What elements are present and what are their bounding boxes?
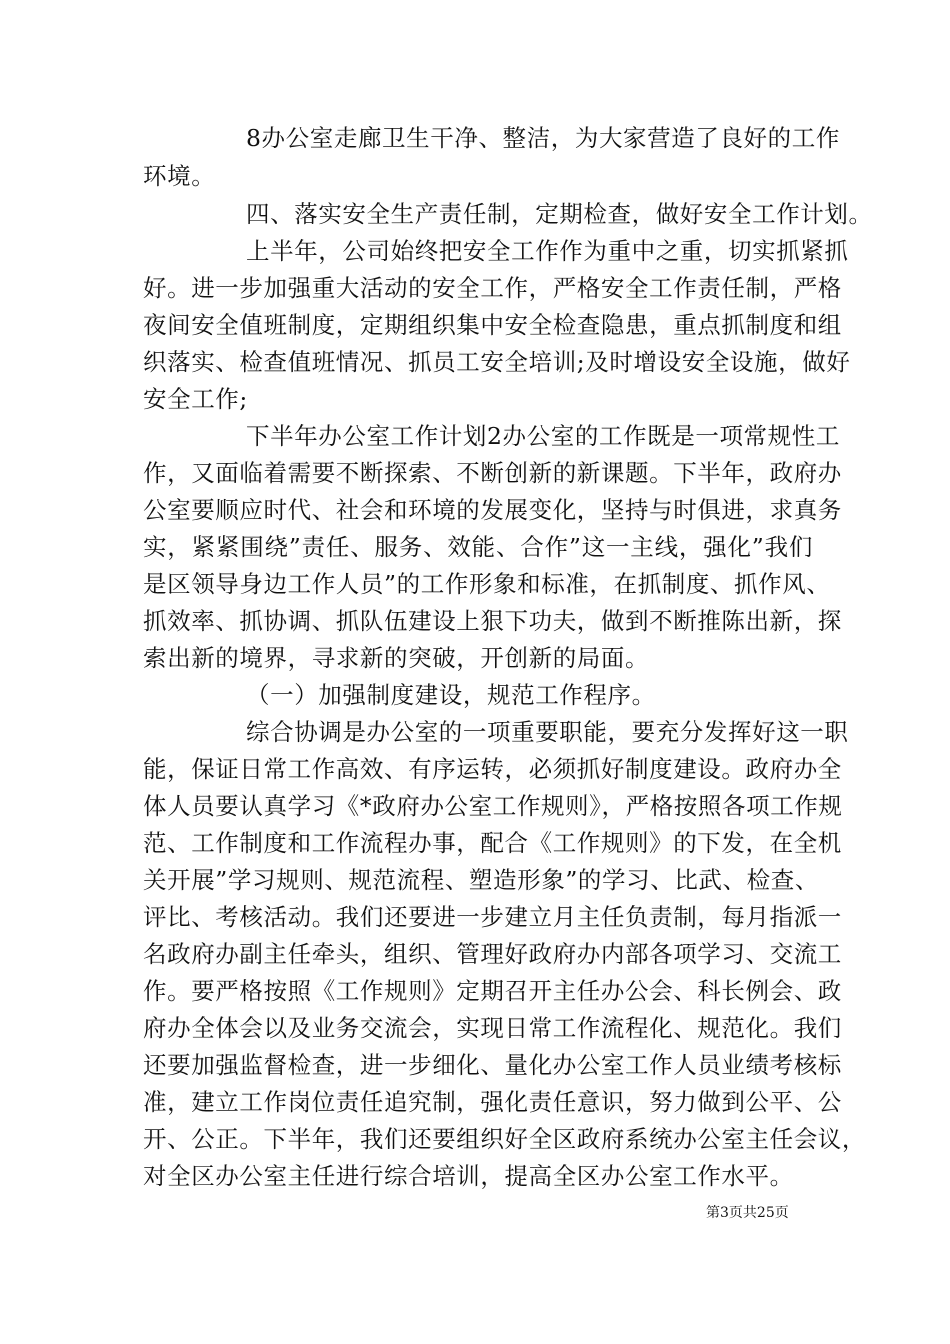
text-line: 8办公室走廊卫生干净、整洁，为大家营造了良好的工作 bbox=[246, 124, 840, 152]
text-line: 索出新的境界，寻求新的突破，开创新的局面。 bbox=[143, 644, 650, 672]
text-line: 准，建立工作岗位责任追究制，强化责任意识，努力做到公平、公 bbox=[143, 1088, 842, 1116]
text-line: 对全区办公室主任进行综合培训，提高全区办公室工作水平。 bbox=[143, 1162, 794, 1190]
text-line: 是区领导身边工作人员”的工作形象和标准，在抓制度、抓作风、 bbox=[143, 570, 831, 598]
text-line: 开、公正。下半年，我们还要组织好全区政府系统办公室主任会议， bbox=[143, 1125, 866, 1153]
text-line: 好。进一步加强重大活动的安全工作，严格安全工作责任制，严格 bbox=[143, 274, 842, 302]
subsection-heading: （一）加强制度建设，规范工作程序。 bbox=[246, 681, 656, 709]
text-line: 作，又面临着需要不断探索、不断创新的新课题。下半年，政府办 bbox=[143, 459, 842, 487]
text-line: 作。要严格按照《工作规则》定期召开主任办公会、科长例会、政 bbox=[143, 977, 842, 1005]
text-line: 名政府办副主任牵头，组织、管理好政府办内部各项学习、交流工 bbox=[143, 940, 842, 968]
text-line: 抓效率、抓协调、抓队伍建设上狠下功夫，做到不断推陈出新，探 bbox=[143, 607, 842, 635]
text-line: 能，保证日常工作高效、有序运转，必须抓好制度建设。政府办全 bbox=[143, 755, 842, 783]
text-line: 综合协调是办公室的一项重要职能，要充分发挥好这一职 bbox=[246, 718, 849, 746]
text-line: 范、工作制度和工作流程办事，配合《工作规则》的下发，在全机 bbox=[143, 829, 842, 857]
text-line: 府办全体会以及业务交流会，实现日常工作流程化、规范化。我们 bbox=[143, 1014, 842, 1042]
text-line: 体人员要认真学习《*政府办公室工作规则》，严格按照各项工作规 bbox=[143, 792, 843, 820]
text-line: 环境。 bbox=[143, 162, 216, 190]
text-line: 公室要顺应时代、社会和环境的发展变化，坚持与时俱进，求真务 bbox=[143, 496, 842, 524]
text-line: 评比、考核活动。我们还要进一步建立月主任负责制，每月指派一 bbox=[143, 903, 842, 931]
text-line: 上半年，公司始终把安全工作作为重中之重，切实抓紧抓 bbox=[246, 237, 849, 265]
section-heading: 四、落实安全生产责任制，定期检查，做好安全工作计划。 bbox=[246, 200, 873, 228]
text-line: 实，紧紧围绕”责任、服务、效能、合作”这一主线，强化”我们 bbox=[143, 533, 813, 561]
text-line: 夜间安全值班制度，定期组织集中安全检查隐患，重点抓制度和组 bbox=[143, 311, 842, 339]
text-line: 还要加强监督检查，进一步细化、量化办公室工作人员业绩考核标 bbox=[143, 1051, 842, 1079]
text-line: 安全工作; bbox=[143, 385, 248, 413]
text-line: 织落实、检查值班情况、抓员工安全培训;及时增设安全设施，做好 bbox=[143, 348, 851, 376]
text-line: 关开展”学习规则、规范流程、塑造形象”的学习、比武、检查、 bbox=[143, 866, 819, 894]
text-line: 下半年办公室工作计划2办公室的工作既是一项常规性工 bbox=[246, 422, 840, 450]
page-number-footer: 第3页共25页 bbox=[706, 1205, 789, 1221]
